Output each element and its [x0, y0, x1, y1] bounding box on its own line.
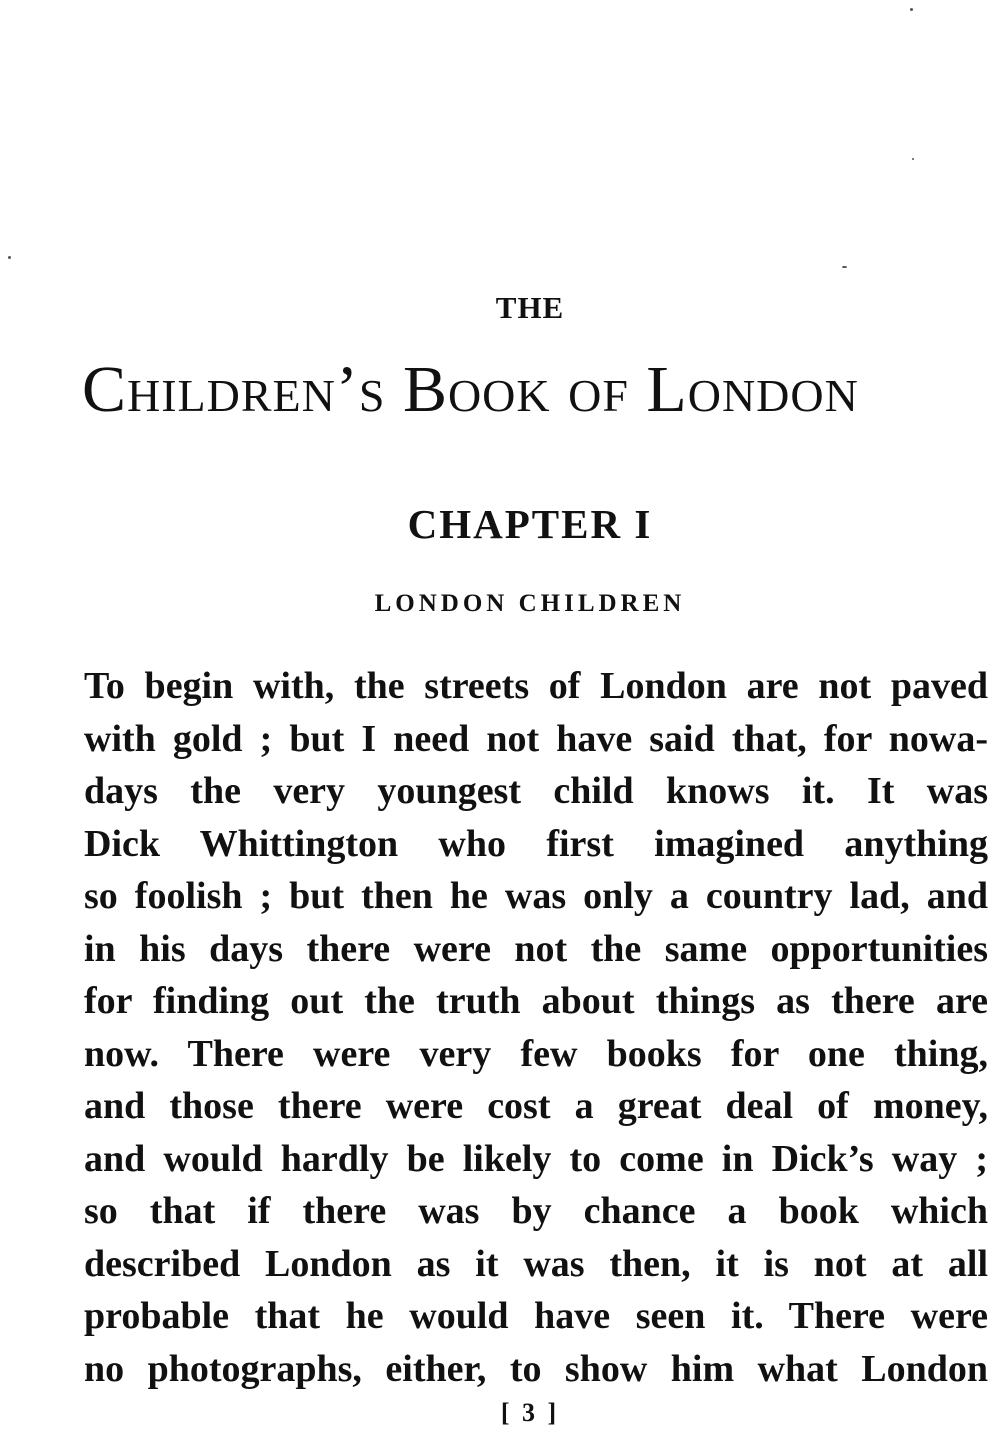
- text-line: and would hardly be likely to come in Dick’s way ;: [84, 1137, 988, 1180]
- chapter-heading: CHAPTER I: [407, 501, 653, 547]
- scan-speck: [8, 256, 11, 259]
- text-line: so that if there was by chance a book which: [84, 1190, 988, 1232]
- title-article: THE: [495, 290, 565, 325]
- text-line: described London as it was then, it is not at all: [84, 1242, 988, 1285]
- text-line: for finding out the truth about things as there are: [84, 980, 988, 1022]
- body-paragraph: [84, 660, 988, 1395]
- text-line: To begin with, the streets of London are not paved: [84, 665, 988, 707]
- text-line: and those there were cost a great deal of money,: [84, 1085, 988, 1127]
- book-title: Children’s Book of London: [82, 353, 859, 426]
- page-number: [ 3 ]: [500, 1398, 560, 1427]
- scan-speck: [842, 266, 847, 268]
- chapter-title: LONDON CHILDREN: [374, 590, 686, 617]
- text-line: in his days there were not the same opportunities: [84, 927, 988, 970]
- scan-speck: [910, 8, 913, 11]
- text-line: days the very youngest child knows it. It was: [84, 770, 988, 812]
- text-line: Dick Whittington who first imagined anything: [84, 822, 988, 865]
- text-line: so foolish ; but then he was only a country lad, and: [84, 875, 988, 917]
- text-line: probable that he would have seen it. There were: [84, 1295, 988, 1337]
- text-line: now. There were very few books for one thing,: [84, 1032, 988, 1075]
- text-line: with gold ; but I need not have said that, for nowa-: [84, 717, 988, 760]
- scan-speck: [912, 158, 914, 160]
- text-line: no photographs, either, to show him what London: [84, 1347, 988, 1390]
